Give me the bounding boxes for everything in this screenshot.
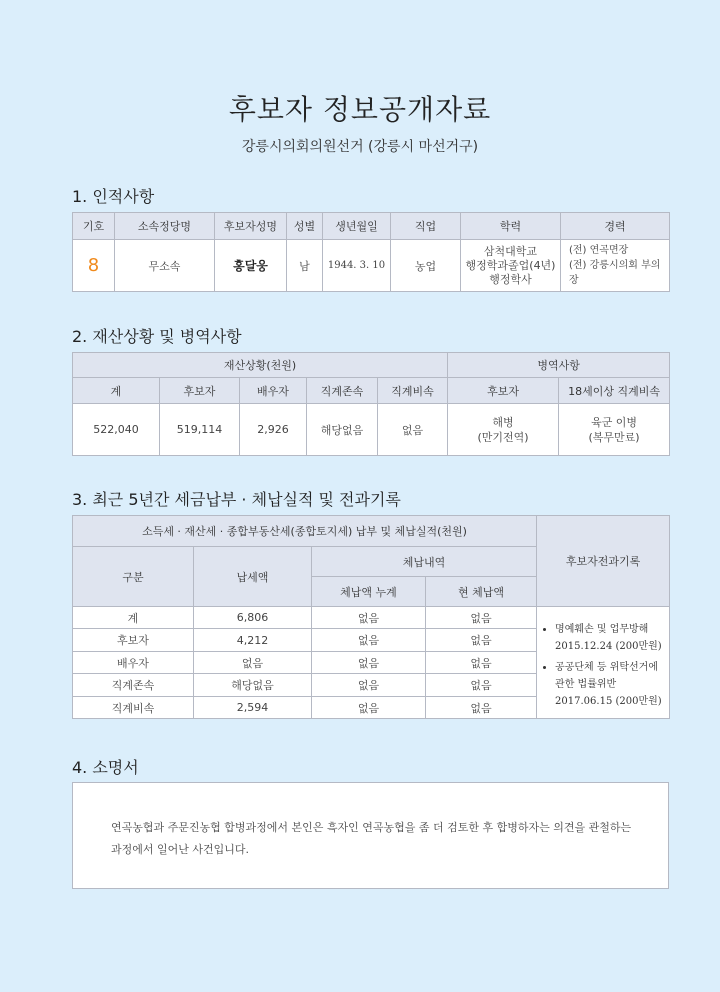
col-header: 생년월일 [323,213,391,240]
col-header: 체납내역 [312,547,537,577]
birth-cell: 1944. 3. 10 [323,240,391,292]
career-line: (전) 강릉시의회 부의장 [569,260,661,286]
col-header: 후보자 [160,378,240,404]
record-title: • 명예훼손 및 업무방해 [555,624,649,635]
statement-box [72,782,669,889]
military-line: (복무만료) [588,430,640,444]
col-header: 후보자 [448,378,559,404]
tax-record-table [72,515,670,719]
party-cell: 무소속 [115,240,215,292]
tax-paid: 4,212 [194,629,312,652]
record-title: • 공공단체 등 위탁선거에 관한 법률위반 [555,662,659,690]
page-title: 후보자 정보공개자료 [228,93,492,126]
military-candidate [448,404,559,456]
col-header: 계 [73,378,160,404]
property-ascendant: 해당없음 [307,404,378,456]
col-header: 경력 [561,213,670,240]
statement-text: 연곡농협과 주문진농협 합병과정에서 본인은 흑자인 연곡농협을 좀 더 검토한 후 합병하자는 의견을 관철하는 과정에서 일어난 사건입니다. [111,821,632,856]
col-header: 소속정당명 [115,213,215,240]
col-header: 직계비속 [378,378,448,404]
education-line: 삼척대학교 [483,244,538,258]
page-subtitle: 강릉시의회의원선거 (강릉시 마선거구) [241,139,479,155]
tax-paid: 해당없음 [194,674,312,697]
tax-type: 배우자 [73,652,194,674]
section-heading-property: 2. 재산상황 및 병역사항 [72,327,242,346]
property-spouse: 2,926 [240,404,307,456]
tax-paid: 6,806 [194,607,312,629]
tax-type: 계 [73,607,194,629]
military-line: 육군 이병 [591,415,638,429]
tax-arrears-cur: 없음 [426,697,537,719]
section-heading-statement: 4. 소명서 [72,758,139,777]
tax-arrears-cum: 없음 [312,674,426,697]
education-line: 행정학사 [489,272,532,286]
tax-arrears-cum: 없음 [312,629,426,652]
group-header-property: 재산상황(천원) [73,353,448,378]
group-header-military: 병역사항 [448,353,670,378]
tax-type: 직계존속 [73,674,194,697]
col-header: 납세액 [194,547,312,607]
tax-arrears-cum: 없음 [312,652,426,674]
candidate-name: 홍달웅 [215,240,287,292]
education-line: 행정학과졸업(4년) [465,258,556,272]
col-header: 구분 [73,547,194,607]
job-cell: 농업 [391,240,461,292]
col-header: 배우자 [240,378,307,404]
tax-arrears-cur: 없음 [426,674,537,697]
tax-paid: 2,594 [194,697,312,719]
section-heading-tax: 3. 최근 5년간 세금납부 · 체납실적 및 전과기록 [72,490,401,509]
col-header: 성별 [287,213,323,240]
tax-arrears-cur: 없음 [426,629,537,652]
property-military-table [72,352,670,456]
career-line: (전) 연곡면장 [569,245,629,256]
property-descendant: 없음 [378,404,448,456]
property-candidate: 519,114 [160,404,240,456]
record-item [555,621,663,655]
tax-arrears-cur: 없음 [426,607,537,629]
record-item [555,659,663,710]
col-header: 18세이상 직계비속 [559,378,670,404]
military-line: (만기전역) [477,430,529,444]
record-detail: 2015.12.24 (200만원) [555,641,662,652]
personal-info-table [72,212,670,292]
military-descendant [559,404,670,456]
record-detail: 2017.06.15 (200만원) [555,696,662,707]
col-header: 직업 [391,213,461,240]
tax-arrears-cum: 없음 [312,607,426,629]
col-header: 체납액 누계 [312,577,426,607]
tax-arrears-cum: 없음 [312,697,426,719]
education-cell [461,240,561,292]
col-header: 학력 [461,213,561,240]
candidate-number: 8 [73,240,115,292]
criminal-record-cell [537,607,670,719]
property-total: 522,040 [73,404,160,456]
career-cell [561,240,670,292]
tax-type: 직계비속 [73,697,194,719]
section-heading-personal: 1. 인적사항 [72,187,155,206]
col-header: 후보자성명 [215,213,287,240]
group-header-tax: 소득세 · 재산세 · 종합부동산세(종합토지세) 납부 및 체납실적(천원) [73,516,537,547]
group-header-record: 후보자전과기록 [537,516,670,607]
tax-paid: 없음 [194,652,312,674]
military-line: 해병 [492,415,514,429]
col-header: 기호 [73,213,115,240]
gender-cell: 남 [287,240,323,292]
tax-type: 후보자 [73,629,194,652]
col-header: 현 체납액 [426,577,537,607]
tax-arrears-cur: 없음 [426,652,537,674]
col-header: 직계존속 [307,378,378,404]
